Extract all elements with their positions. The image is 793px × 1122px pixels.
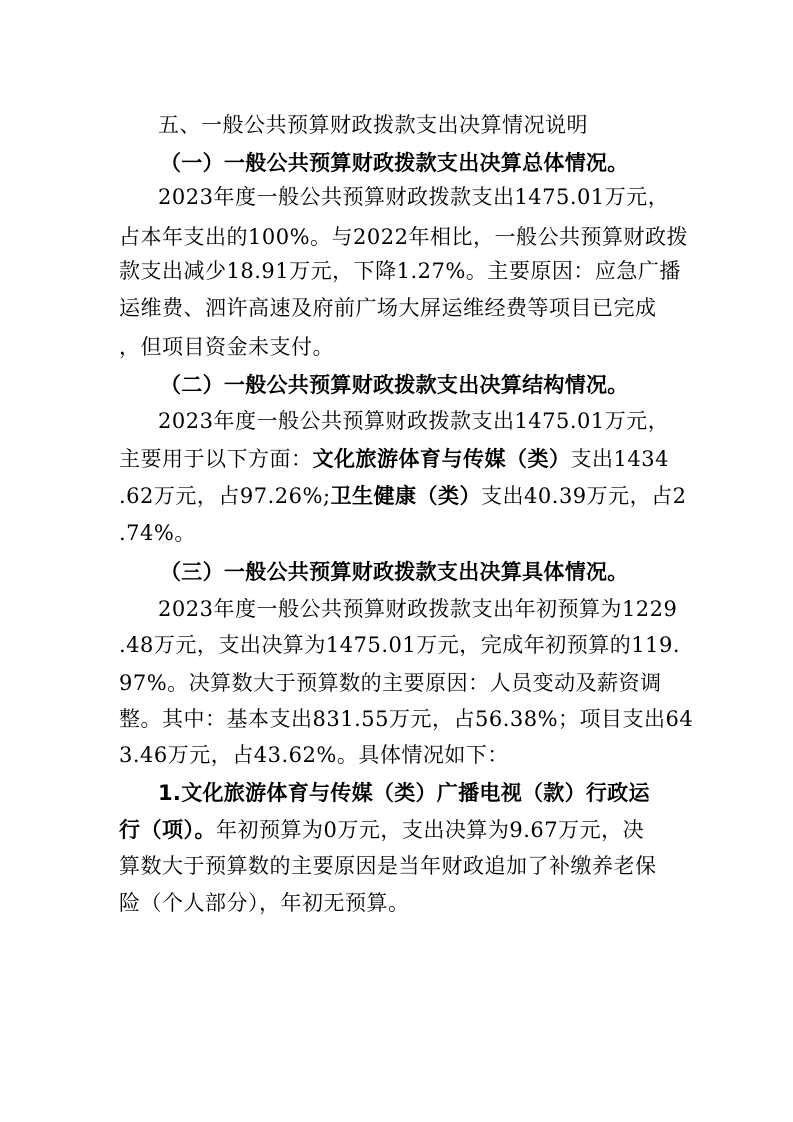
item1-line-3: 算数大于预算数的主要原因是当年财政追加了补缴养老保	[119, 854, 657, 878]
part2-line-3-post: 支出40.39万元，占2	[481, 484, 687, 508]
part3-heading: （三）一般公共预算财政拨款支出决算具体情况。	[160, 560, 629, 584]
culture-category-label: 文化旅游体育与传媒（类）	[312, 447, 571, 471]
part3-line-2: .48万元，支出决算为1475.01万元，完成年初预算的119.	[119, 633, 680, 657]
part2-line-1: 2023年度一般公共预算财政拨款支出1475.01万元，	[158, 409, 670, 433]
part3-line-4: 整。其中：基本支出831.55万元，占56.38%；项目支出64	[119, 707, 694, 731]
item1-line-4: 险（个人部分），年初无预算。	[119, 891, 410, 915]
item1-heading-line-1: 1.文化旅游体育与传媒（类）广播电视（款）行政运	[158, 781, 650, 805]
part2-line-3	[119, 481, 793, 511]
part2-heading: （二）一般公共预算财政拨款支出决算结构情况。	[160, 373, 629, 397]
item1-line-2	[119, 815, 793, 845]
part2-line-4: .74%。	[119, 521, 196, 545]
part2-line-2	[119, 444, 793, 474]
part3-line-5: 3.46万元，占43.62%。具体情况如下：	[119, 743, 509, 767]
part1-line-5: ，但项目资金未支付。	[119, 335, 334, 359]
part1-line-4: 运维费、泗许高速及府前广场大屏运维经费等项目已完成	[119, 296, 657, 320]
section-title: 五、一般公共预算财政拨款支出决算情况说明	[158, 113, 588, 137]
part1-line-2: 占本年支出的100%。与2022年相比，一般公共预算财政拨	[119, 225, 688, 249]
part2-line-3-pre: .62万元，占97.26%;	[119, 484, 331, 508]
health-category-label: 卫生健康（类）	[330, 484, 482, 508]
part1-heading: （一）一般公共预算财政拨款支出决算总体情况。	[160, 151, 629, 175]
part2-line-2-post: 支出1434	[570, 447, 669, 471]
part3-line-3: 97%。决算数大于预算数的主要原因：人员变动及薪资调	[119, 671, 662, 695]
part1-line-3: 款支出减少18.91万元，下降1.27%。主要原因：应急广播	[119, 259, 681, 283]
part3-line-1: 2023年度一般公共预算财政拨款支出年初预算为1229	[158, 597, 678, 621]
part2-line-2-pre: 主要用于以下方面：	[119, 447, 313, 471]
part1-line-1: 2023年度一般公共预算财政拨款支出1475.01万元，	[158, 185, 670, 209]
item1-line-2-post: 年初预算为0万元，支出决算为9.67万元，决	[216, 818, 645, 842]
item1-heading-line-2: 行（项）。	[119, 818, 216, 842]
